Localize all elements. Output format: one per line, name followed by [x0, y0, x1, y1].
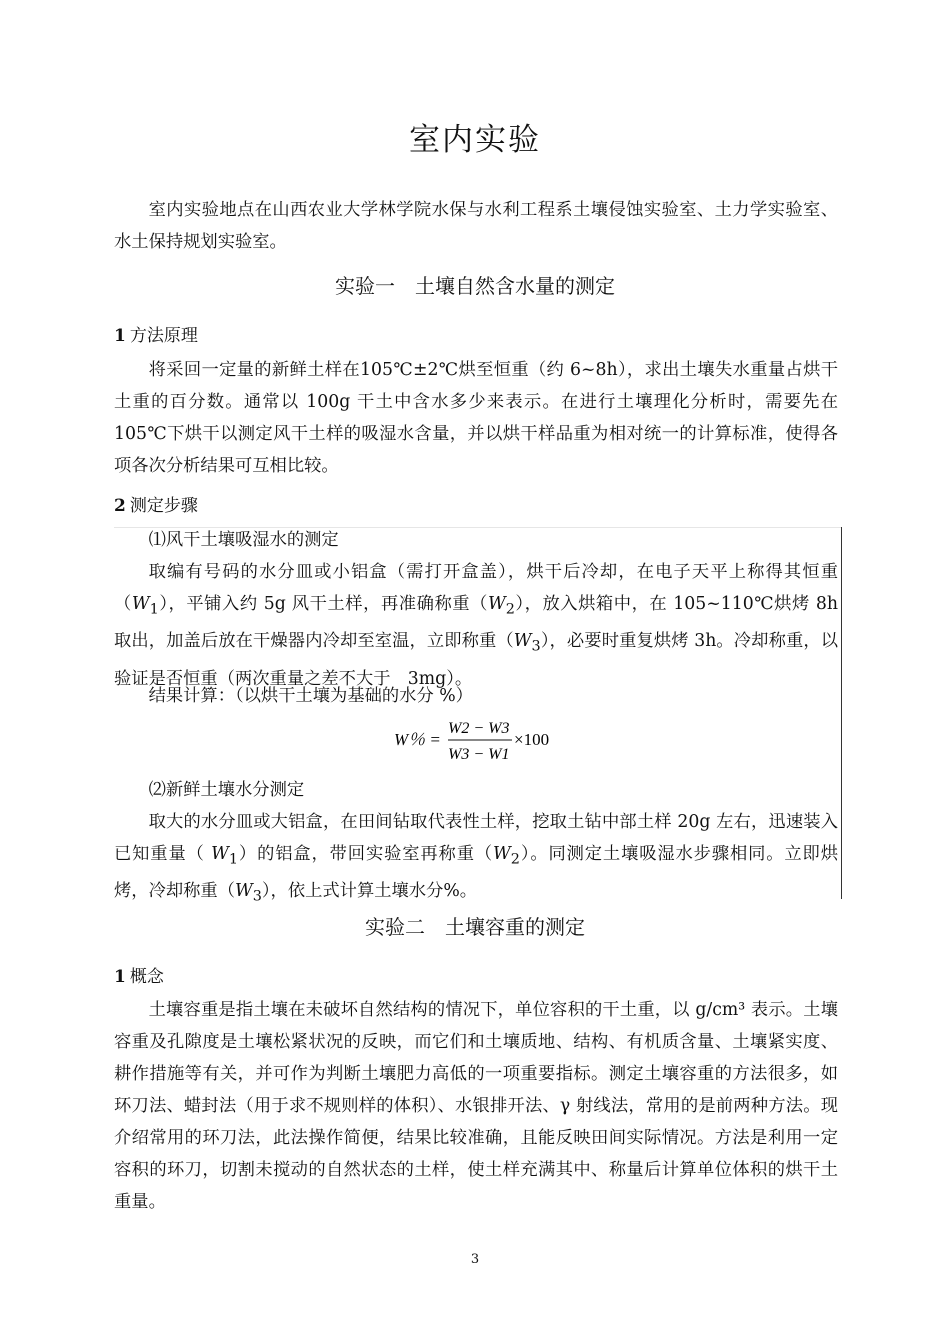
section-title: 方法原理: [129, 326, 198, 346]
exp1-method-paragraph: 将采回一定量的新鲜土样在105℃±2℃烘至恒重（约 6~8h），求出土壤失水重量占烘干土重的百分数。通常以 100g 干土中含水多少来表示。在进行土壤理化分析时，需要先在 105℃下烘干以测定风干土样的吸湿水含量，并以烘干样品重为相对统一的计算标准，使得各项各次分析结果可互相比较。: [114, 360, 838, 476]
section-number: 1: [114, 967, 126, 987]
exp1-section-1-heading: [114, 321, 198, 346]
exp2-section-1-heading: [114, 962, 164, 987]
step-2-paragraph: 取大的水分皿或大铝盒，在田间钻取代表性土样，挖取土钻中部土样 20g 左右，迅速装入已知重量（ $W_1$）的铝盒，带回实验室再称重$(W_2)$。同测定土壤吸湿水步骤相同。立即烘烤，冷却称重$(W_3)$，依上式计算土壤水分%。: [114, 812, 838, 905]
step-1-title: ⑴风干土壤吸湿水的测定: [148, 530, 339, 550]
exp2-concept-paragraph: 土壤容重是指土壤在未破坏自然结构的情况下，单位容积的干土重，以 g/cm³ 表示。土壤容重及孔隙度是土壤松紧状况的反映，而它们和土壤质地、结构、有机质含量、土壤紧实度、耕作措施等有关，并可作为判断土壤肥力高低的一项重要指标。测定土壤容重的方法很多，如环刀法、蜡封法（用于求不规则样的体积）、水银排开法、γ 射线法，常用的是前两种方法。现介绍常用的环刀法，此法操作简便，结果比较准确，且能反映田间实际情况。方法是利用一定容积的环刀，切割未搅动的自然状态的土样，使土样充满其中、称量后计算单位体积的烘干土重量。: [114, 1000, 838, 1212]
formula-numerator: W2 − W3: [448, 720, 510, 737]
intro-paragraph: 室内实验地点在山西农业大学林学院水保与水利工程系土壤侵蚀实验室、土力学实验室、水土保持规划实验室。: [114, 200, 838, 252]
page-title: 室内实验: [409, 122, 541, 158]
step-1-paragraph: 取编有号码的水分皿或小铝盒（需打开盒盖），烘干后冷却，在电子天平上称得其恒重$(W_1)$，平铺入约 5g 风干土样，再准确称重$(W_2)$，放入烘箱中，在 105~110℃烘烤 8h 取出，加盖后放在干燥器内冷却至室温，立即称重$(W_3)$，必要时重复烘烤 3h。冷却称重，以验证是否恒重（两次重量之差不大于 3mg）。: [114, 562, 838, 689]
section-number: 1: [114, 326, 126, 346]
calc-label: 结果计算：（以烘干土壤为基础的水分 %）: [148, 686, 473, 706]
step-2-title: ⑵新鲜土壤水分测定: [148, 780, 305, 800]
experiment-1-heading: 实验一 土壤自然含水量的测定: [335, 274, 615, 298]
page-number: 3: [470, 1252, 480, 1267]
water-content-formula: [0, 712, 950, 772]
experiment-2-heading: 实验二 土壤容重的测定: [365, 915, 585, 939]
section-title: 概念: [129, 967, 164, 987]
exp1-section-2-heading: [114, 491, 198, 516]
formula-denominator: W3 − W1: [448, 746, 510, 763]
formula-lhs: W％ =: [394, 730, 441, 749]
formula-rhs: ×100: [514, 730, 550, 749]
section-title: 测定步骤: [129, 496, 198, 516]
section-number: 2: [114, 496, 126, 516]
